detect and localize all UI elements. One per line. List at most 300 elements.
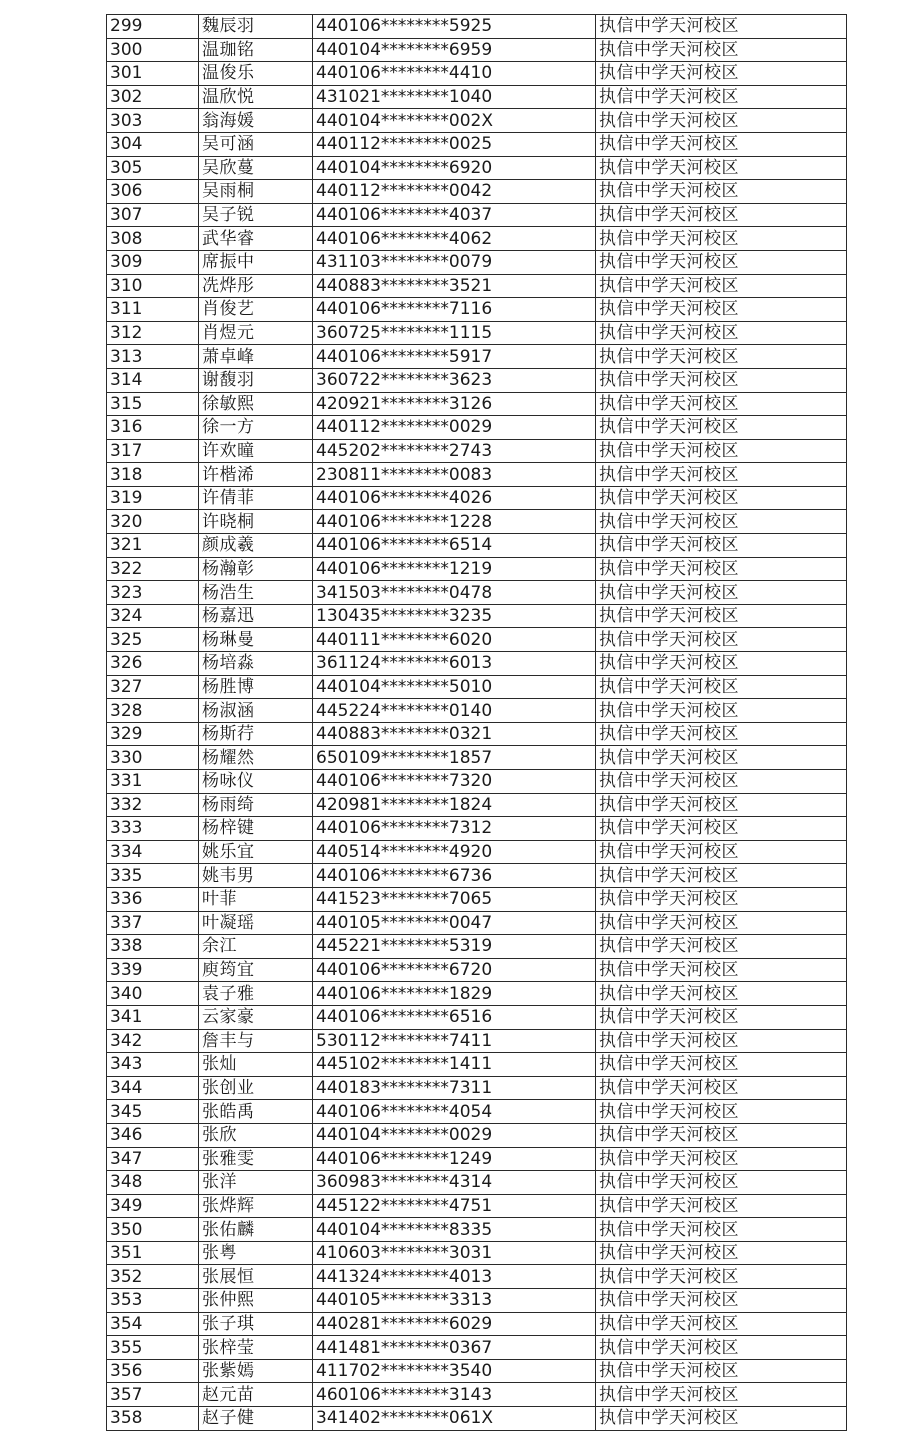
student-name: 杨浩生 [199, 581, 313, 605]
student-name: 袁子雅 [199, 982, 313, 1006]
row-number: 304 [107, 132, 199, 156]
school-name: 执信中学天河校区 [596, 227, 847, 251]
school-name: 执信中学天河校区 [596, 15, 847, 39]
row-number: 351 [107, 1241, 199, 1265]
row-number: 334 [107, 840, 199, 864]
table-row [107, 38, 847, 62]
table-row [107, 132, 847, 156]
table-row [107, 817, 847, 841]
student-name: 余江 [199, 935, 313, 959]
id-number: 440106********6720 [313, 958, 596, 982]
id-number: 440105********0047 [313, 911, 596, 935]
table-row [107, 156, 847, 180]
row-number: 300 [107, 38, 199, 62]
table-row [107, 770, 847, 794]
id-number: 440106********6736 [313, 864, 596, 888]
row-number: 330 [107, 746, 199, 770]
id-number: 440106********6514 [313, 534, 596, 558]
id-number: 650109********1857 [313, 746, 596, 770]
school-name: 执信中学天河校区 [596, 1359, 847, 1383]
id-number: 411702********3540 [313, 1359, 596, 1383]
id-number: 230811********0083 [313, 463, 596, 487]
row-number: 356 [107, 1359, 199, 1383]
student-name: 许倩菲 [199, 486, 313, 510]
id-number: 441481********0367 [313, 1336, 596, 1360]
table-row [107, 935, 847, 959]
row-number: 332 [107, 793, 199, 817]
id-number: 361124********6013 [313, 652, 596, 676]
school-name: 执信中学天河校区 [596, 1407, 847, 1431]
table-row [107, 1289, 847, 1313]
row-number: 337 [107, 911, 199, 935]
id-number: 360983********4314 [313, 1171, 596, 1195]
student-name: 庾筠宜 [199, 958, 313, 982]
school-name: 执信中学天河校区 [596, 817, 847, 841]
row-number: 299 [107, 15, 199, 39]
row-number: 301 [107, 62, 199, 86]
school-name: 执信中学天河校区 [596, 274, 847, 298]
table-row [107, 864, 847, 888]
student-name: 杨培淼 [199, 652, 313, 676]
student-name: 姚乐宜 [199, 840, 313, 864]
school-name: 执信中学天河校区 [596, 1241, 847, 1265]
table-row [107, 581, 847, 605]
id-number: 440104********5010 [313, 675, 596, 699]
table-row [107, 982, 847, 1006]
table-row [107, 274, 847, 298]
student-name: 吴欣蔓 [199, 156, 313, 180]
school-name: 执信中学天河校区 [596, 628, 847, 652]
student-name: 张雅雯 [199, 1147, 313, 1171]
row-number: 318 [107, 463, 199, 487]
table-row [107, 1336, 847, 1360]
table-row [107, 1265, 847, 1289]
student-name: 肖俊艺 [199, 298, 313, 322]
school-name: 执信中学天河校区 [596, 1123, 847, 1147]
row-number: 308 [107, 227, 199, 251]
school-name: 执信中学天河校区 [596, 864, 847, 888]
school-name: 执信中学天河校区 [596, 345, 847, 369]
table-row [107, 557, 847, 581]
table-row [107, 463, 847, 487]
row-number: 349 [107, 1194, 199, 1218]
table-row [107, 62, 847, 86]
student-name: 杨胜博 [199, 675, 313, 699]
id-number: 440111********6020 [313, 628, 596, 652]
school-name: 执信中学天河校区 [596, 463, 847, 487]
row-number: 311 [107, 298, 199, 322]
id-number: 420981********1824 [313, 793, 596, 817]
student-name: 张烨辉 [199, 1194, 313, 1218]
id-number: 440112********0025 [313, 132, 596, 156]
row-number: 342 [107, 1029, 199, 1053]
school-name: 执信中学天河校区 [596, 722, 847, 746]
student-name: 张紫嫣 [199, 1359, 313, 1383]
id-number: 341402********061X [313, 1407, 596, 1431]
row-number: 344 [107, 1076, 199, 1100]
student-name: 肖煜元 [199, 321, 313, 345]
school-name: 执信中学天河校区 [596, 1289, 847, 1313]
student-name: 温欣悦 [199, 85, 313, 109]
table-row [107, 1147, 847, 1171]
student-name: 张洋 [199, 1171, 313, 1195]
row-number: 335 [107, 864, 199, 888]
school-name: 执信中学天河校区 [596, 887, 847, 911]
school-name: 执信中学天河校区 [596, 840, 847, 864]
row-number: 338 [107, 935, 199, 959]
student-name: 萧卓峰 [199, 345, 313, 369]
id-number: 440104********0029 [313, 1123, 596, 1147]
table-row [107, 911, 847, 935]
row-number: 303 [107, 109, 199, 133]
school-name: 执信中学天河校区 [596, 770, 847, 794]
student-name: 吴子锐 [199, 203, 313, 227]
id-number: 431103********0079 [313, 250, 596, 274]
student-name: 谢馥羽 [199, 368, 313, 392]
row-number: 339 [107, 958, 199, 982]
id-number: 440106********4062 [313, 227, 596, 251]
table-row [107, 887, 847, 911]
student-name: 叶菲 [199, 887, 313, 911]
student-name: 赵子健 [199, 1407, 313, 1431]
school-name: 执信中学天河校区 [596, 203, 847, 227]
id-number: 445122********4751 [313, 1194, 596, 1218]
school-name: 执信中学天河校区 [596, 557, 847, 581]
id-number: 440106********7320 [313, 770, 596, 794]
row-number: 345 [107, 1100, 199, 1124]
table-row [107, 722, 847, 746]
id-number: 530112********7411 [313, 1029, 596, 1053]
id-number: 441324********4013 [313, 1265, 596, 1289]
school-name: 执信中学天河校区 [596, 1218, 847, 1242]
row-number: 325 [107, 628, 199, 652]
school-name: 执信中学天河校区 [596, 1265, 847, 1289]
school-name: 执信中学天河校区 [596, 1336, 847, 1360]
school-name: 执信中学天河校区 [596, 510, 847, 534]
table-row [107, 298, 847, 322]
student-name: 魏辰羽 [199, 15, 313, 39]
table-row [107, 1029, 847, 1053]
id-number: 440106********1228 [313, 510, 596, 534]
id-number: 440104********002X [313, 109, 596, 133]
student-name: 张子琪 [199, 1312, 313, 1336]
row-number: 324 [107, 604, 199, 628]
row-number: 348 [107, 1171, 199, 1195]
student-name: 张仲熙 [199, 1289, 313, 1313]
student-name: 武华睿 [199, 227, 313, 251]
student-name: 杨瀚彰 [199, 557, 313, 581]
table-row [107, 392, 847, 416]
id-number: 440106********5925 [313, 15, 596, 39]
school-name: 执信中学天河校区 [596, 298, 847, 322]
id-number: 440106********4410 [313, 62, 596, 86]
row-number: 346 [107, 1123, 199, 1147]
id-number: 440106********6516 [313, 1005, 596, 1029]
id-number: 440183********7311 [313, 1076, 596, 1100]
student-name: 张皓禹 [199, 1100, 313, 1124]
school-name: 执信中学天河校区 [596, 486, 847, 510]
school-name: 执信中学天河校区 [596, 321, 847, 345]
student-name: 许晓桐 [199, 510, 313, 534]
id-number: 440106********1249 [313, 1147, 596, 1171]
school-name: 执信中学天河校区 [596, 1053, 847, 1077]
student-name: 张梓莹 [199, 1336, 313, 1360]
school-name: 执信中学天河校区 [596, 675, 847, 699]
table-row [107, 345, 847, 369]
student-name: 翁海媛 [199, 109, 313, 133]
id-number: 440514********4920 [313, 840, 596, 864]
school-name: 执信中学天河校区 [596, 368, 847, 392]
id-number: 440112********0042 [313, 180, 596, 204]
student-name: 席振中 [199, 250, 313, 274]
school-name: 执信中学天河校区 [596, 581, 847, 605]
table-row [107, 652, 847, 676]
id-number: 440112********0029 [313, 416, 596, 440]
school-name: 执信中学天河校区 [596, 699, 847, 723]
id-number: 440104********6920 [313, 156, 596, 180]
student-name: 詹丰与 [199, 1029, 313, 1053]
school-name: 执信中学天河校区 [596, 392, 847, 416]
table-row [107, 416, 847, 440]
student-name: 杨咏仪 [199, 770, 313, 794]
id-number: 460106********3143 [313, 1383, 596, 1407]
id-number: 440106********7312 [313, 817, 596, 841]
table-row [107, 1100, 847, 1124]
id-number: 420921********3126 [313, 392, 596, 416]
table-row [107, 1053, 847, 1077]
roster-body [107, 15, 847, 1431]
student-name: 杨嘉迅 [199, 604, 313, 628]
school-name: 执信中学天河校区 [596, 1029, 847, 1053]
row-number: 310 [107, 274, 199, 298]
school-name: 执信中学天河校区 [596, 250, 847, 274]
student-name: 许楷浠 [199, 463, 313, 487]
table-row [107, 1241, 847, 1265]
row-number: 336 [107, 887, 199, 911]
id-number: 360725********1115 [313, 321, 596, 345]
student-name: 杨梓键 [199, 817, 313, 841]
table-row [107, 958, 847, 982]
student-name: 姚韦男 [199, 864, 313, 888]
row-number: 317 [107, 439, 199, 463]
row-number: 328 [107, 699, 199, 723]
school-name: 执信中学天河校区 [596, 1383, 847, 1407]
table-row [107, 510, 847, 534]
student-name: 叶凝瑶 [199, 911, 313, 935]
row-number: 350 [107, 1218, 199, 1242]
school-name: 执信中学天河校区 [596, 38, 847, 62]
school-name: 执信中学天河校区 [596, 958, 847, 982]
id-number: 445202********2743 [313, 439, 596, 463]
id-number: 440106********7116 [313, 298, 596, 322]
row-number: 306 [107, 180, 199, 204]
student-name: 张粤 [199, 1241, 313, 1265]
id-number: 445224********0140 [313, 699, 596, 723]
school-name: 执信中学天河校区 [596, 416, 847, 440]
school-name: 执信中学天河校区 [596, 982, 847, 1006]
table-row [107, 1312, 847, 1336]
student-name: 杨斯荇 [199, 722, 313, 746]
id-number: 440281********6029 [313, 1312, 596, 1336]
row-number: 340 [107, 982, 199, 1006]
row-number: 316 [107, 416, 199, 440]
id-number: 440104********6959 [313, 38, 596, 62]
student-name: 张创业 [199, 1076, 313, 1100]
id-number: 440105********3313 [313, 1289, 596, 1313]
table-row [107, 109, 847, 133]
school-name: 执信中学天河校区 [596, 439, 847, 463]
school-name: 执信中学天河校区 [596, 132, 847, 156]
table-row [107, 1407, 847, 1431]
school-name: 执信中学天河校区 [596, 793, 847, 817]
table-row [107, 699, 847, 723]
row-number: 341 [107, 1005, 199, 1029]
student-name: 许欢曈 [199, 439, 313, 463]
row-number: 305 [107, 156, 199, 180]
table-row [107, 227, 847, 251]
table-row [107, 793, 847, 817]
student-name: 吴雨桐 [199, 180, 313, 204]
row-number: 313 [107, 345, 199, 369]
row-number: 314 [107, 368, 199, 392]
table-row [107, 1383, 847, 1407]
table-row [107, 746, 847, 770]
school-name: 执信中学天河校区 [596, 180, 847, 204]
id-number: 431021********1040 [313, 85, 596, 109]
student-name: 徐一方 [199, 416, 313, 440]
row-number: 321 [107, 534, 199, 558]
id-number: 440106********1829 [313, 982, 596, 1006]
row-number: 331 [107, 770, 199, 794]
row-number: 302 [107, 85, 199, 109]
table-row [107, 85, 847, 109]
id-number: 441523********7065 [313, 887, 596, 911]
row-number: 319 [107, 486, 199, 510]
table-row [107, 1359, 847, 1383]
id-number: 130435********3235 [313, 604, 596, 628]
table-row [107, 368, 847, 392]
student-name: 张展恒 [199, 1265, 313, 1289]
row-number: 355 [107, 1336, 199, 1360]
id-number: 440883********0321 [313, 722, 596, 746]
row-number: 307 [107, 203, 199, 227]
school-name: 执信中学天河校区 [596, 1100, 847, 1124]
school-name: 执信中学天河校区 [596, 85, 847, 109]
school-name: 执信中学天河校区 [596, 1194, 847, 1218]
student-name: 云家豪 [199, 1005, 313, 1029]
student-name: 杨雨绮 [199, 793, 313, 817]
table-row [107, 486, 847, 510]
id-number: 410603********3031 [313, 1241, 596, 1265]
table-row [107, 180, 847, 204]
row-number: 358 [107, 1407, 199, 1431]
row-number: 322 [107, 557, 199, 581]
id-number: 440883********3521 [313, 274, 596, 298]
id-number: 445221********5319 [313, 935, 596, 959]
id-number: 341503********0478 [313, 581, 596, 605]
row-number: 315 [107, 392, 199, 416]
school-name: 执信中学天河校区 [596, 534, 847, 558]
id-number: 440106********4026 [313, 486, 596, 510]
table-row [107, 1123, 847, 1147]
table-row [107, 250, 847, 274]
table-row [107, 1194, 847, 1218]
row-number: 320 [107, 510, 199, 534]
student-name: 吴可涵 [199, 132, 313, 156]
row-number: 327 [107, 675, 199, 699]
table-row [107, 15, 847, 39]
row-number: 352 [107, 1265, 199, 1289]
row-number: 354 [107, 1312, 199, 1336]
row-number: 323 [107, 581, 199, 605]
row-number: 357 [107, 1383, 199, 1407]
student-name: 张灿 [199, 1053, 313, 1077]
table-row [107, 840, 847, 864]
student-name: 冼烨彤 [199, 274, 313, 298]
id-number: 440106********1219 [313, 557, 596, 581]
student-name: 徐敏熙 [199, 392, 313, 416]
school-name: 执信中学天河校区 [596, 652, 847, 676]
table-row [107, 203, 847, 227]
school-name: 执信中学天河校区 [596, 156, 847, 180]
school-name: 执信中学天河校区 [596, 746, 847, 770]
table-row [107, 1076, 847, 1100]
school-name: 执信中学天河校区 [596, 109, 847, 133]
id-number: 445102********1411 [313, 1053, 596, 1077]
row-number: 312 [107, 321, 199, 345]
row-number: 347 [107, 1147, 199, 1171]
table-row [107, 1005, 847, 1029]
row-number: 353 [107, 1289, 199, 1313]
row-number: 333 [107, 817, 199, 841]
student-name: 温珈铭 [199, 38, 313, 62]
student-name: 杨耀然 [199, 746, 313, 770]
table-row [107, 604, 847, 628]
student-name: 颜成羲 [199, 534, 313, 558]
row-number: 343 [107, 1053, 199, 1077]
table-row [107, 439, 847, 463]
table-row [107, 321, 847, 345]
student-name: 张佑麟 [199, 1218, 313, 1242]
row-number: 326 [107, 652, 199, 676]
id-number: 440106********4037 [313, 203, 596, 227]
school-name: 执信中学天河校区 [596, 1147, 847, 1171]
id-number: 440106********5917 [313, 345, 596, 369]
table-row [107, 675, 847, 699]
school-name: 执信中学天河校区 [596, 1076, 847, 1100]
school-name: 执信中学天河校区 [596, 911, 847, 935]
table-row [107, 1171, 847, 1195]
table-row [107, 534, 847, 558]
roster-table [106, 14, 847, 1431]
id-number: 440106********4054 [313, 1100, 596, 1124]
table-row [107, 1218, 847, 1242]
id-number: 360722********3623 [313, 368, 596, 392]
row-number: 329 [107, 722, 199, 746]
school-name: 执信中学天河校区 [596, 604, 847, 628]
school-name: 执信中学天河校区 [596, 1171, 847, 1195]
table-row [107, 628, 847, 652]
row-number: 309 [107, 250, 199, 274]
student-name: 温俊乐 [199, 62, 313, 86]
student-name: 赵元苗 [199, 1383, 313, 1407]
school-name: 执信中学天河校区 [596, 62, 847, 86]
school-name: 执信中学天河校区 [596, 935, 847, 959]
student-name: 张欣 [199, 1123, 313, 1147]
school-name: 执信中学天河校区 [596, 1312, 847, 1336]
school-name: 执信中学天河校区 [596, 1005, 847, 1029]
student-name: 杨琳曼 [199, 628, 313, 652]
